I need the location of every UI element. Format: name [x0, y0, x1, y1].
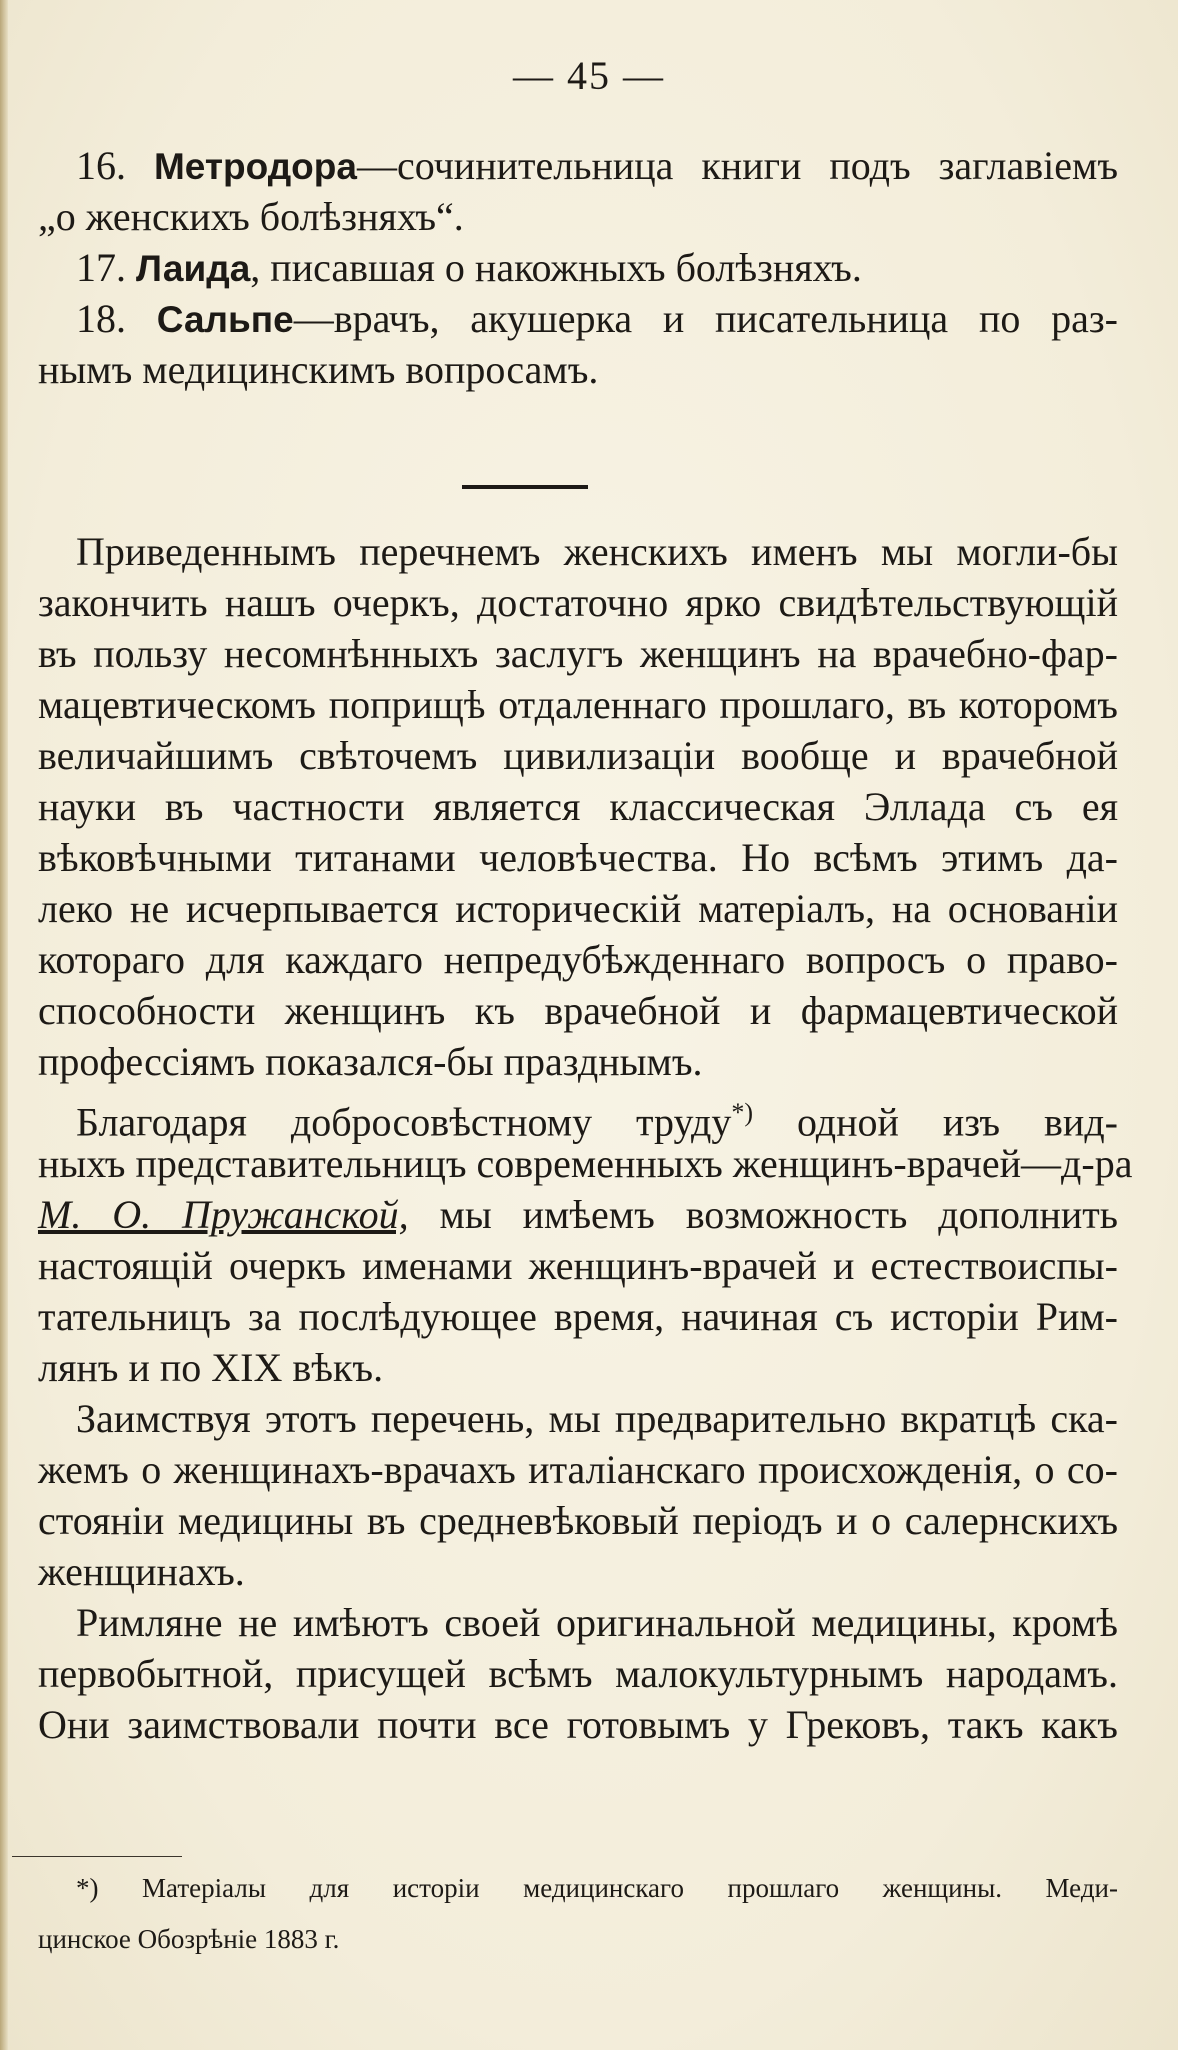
paragraph-line: въ пользу несомнѣнныхъ заслугъ женщинъ на врачебно-фар- [38, 631, 1118, 676]
list-item-17-line-1 [38, 242, 1118, 293]
paragraph-line [38, 1189, 1118, 1240]
paragraph-line: мацевтическомъ поприщѣ отдаленнаго прошлаго, въ которомъ [38, 682, 1118, 727]
paragraph-line: Они заимствовали почти все готовымъ у Грековъ, такъ какъ [38, 1702, 1118, 1747]
paragraph-line: способности женщинъ къ врачебной и фармацевтической [38, 988, 1118, 1033]
list-item-text: „о женскихъ болѣзняхъ“. [38, 194, 464, 239]
paragraph-line: Римляне не имѣютъ своей оригинальной медицины, кромѣ [76, 1600, 1118, 1645]
list-item-text: —врачъ, акушерка и писательница по раз- [293, 296, 1118, 341]
list-item-16-line-1 [38, 140, 1118, 191]
paragraph-line: лянъ и по XIX вѣкъ. [38, 1345, 384, 1390]
paragraph-text: Благодаря добросовѣстному труду [76, 1099, 732, 1145]
list-item-18-line-2 [38, 344, 1118, 395]
paragraph-line: первобытной, присущей всѣмъ малокультурнымъ народамъ. [38, 1651, 1118, 1696]
paragraph-line [38, 1087, 1118, 1145]
paragraph-line: величайшимъ свѣточемъ цивилизаціи вообще и врачебной [38, 733, 1118, 778]
main-text [38, 140, 1133, 1750]
paragraph-line: Заимствуя этотъ перечень, мы предварительно вкратцѣ ска- [76, 1396, 1118, 1441]
cited-author-name: М. О. Пружанской, [38, 1192, 409, 1237]
list-item-text: нымъ медицинскимъ вопросамъ. [38, 347, 599, 392]
paragraph-text: одной изъ вид- [753, 1099, 1118, 1145]
paragraph-line: котораго для каждаго непредубѣжденнаго вопросъ о право- [38, 937, 1118, 982]
list-item-name: Лаида [136, 248, 251, 289]
footnote-rule [12, 1856, 182, 1857]
list-item-name: Метродора [153, 146, 357, 187]
list-item-number: 16. [76, 143, 126, 188]
paragraph-text: мы имѣемъ возможность дополнить [408, 1192, 1119, 1237]
list-item-18-line-1 [38, 293, 1118, 344]
section-divider [462, 485, 588, 489]
list-item-number: 17. [76, 245, 126, 290]
paragraph-line: жемъ о женщинахъ-врачахъ италіанскаго происхожденія, о со- [38, 1447, 1118, 1492]
paragraph-line: тательницъ за послѣдующее время, начиная съ исторіи Рим- [38, 1294, 1118, 1339]
paragraph-line: леко не исчерпывается историческій матеріалъ, на основаніи [38, 886, 1118, 931]
paragraph-line: Приведеннымъ перечнемъ женскихъ именъ мы могли-бы [76, 529, 1118, 574]
paragraph-line: закончить нашъ очеркъ, достаточно ярко свидѣтельствующій [38, 580, 1118, 625]
paragraph-line: ныхъ представительницъ современныхъ женщинъ-врачей—д-ра [38, 1141, 1133, 1186]
footnote-line: *) Матеріалы для исторіи медицинскаго прошлаго женщины. Меди- [76, 1873, 1118, 1903]
list-item-16-line-2 [38, 191, 1118, 242]
footnote [38, 1868, 1118, 1970]
list-item-number: 18. [76, 296, 126, 341]
page-number: — 45 — [513, 53, 665, 98]
list-item-text: , писавшая о накожныхъ болѣзняхъ. [250, 245, 862, 290]
list-item-text: —сочинительница книги подъ заглавіемъ [356, 143, 1118, 188]
list-item-name: Сальпе [156, 299, 294, 340]
paragraph-line: стояніи медицины въ средневѣковый періодъ и о салернскихъ [38, 1498, 1118, 1543]
paragraph-line: вѣковѣчными титанами человѣчества. Но всѣмъ этимъ да- [38, 835, 1118, 880]
page-spine-shadow [0, 0, 8, 2050]
footnote-marker: *) [731, 1098, 753, 1127]
paragraph-line: профессіямъ показался-бы празднымъ. [38, 1039, 703, 1084]
section-gap [38, 395, 1118, 526]
paragraph-line: женщинахъ. [38, 1549, 245, 1594]
paragraph-line: науки въ частности является классическая Эллада съ ея [38, 784, 1118, 829]
paragraph-line: настоящій очеркъ именами женщинъ-врачей и естествоиспы- [38, 1243, 1118, 1288]
footnote-line: цинское Обозрѣніе 1883 г. [38, 1924, 340, 1954]
